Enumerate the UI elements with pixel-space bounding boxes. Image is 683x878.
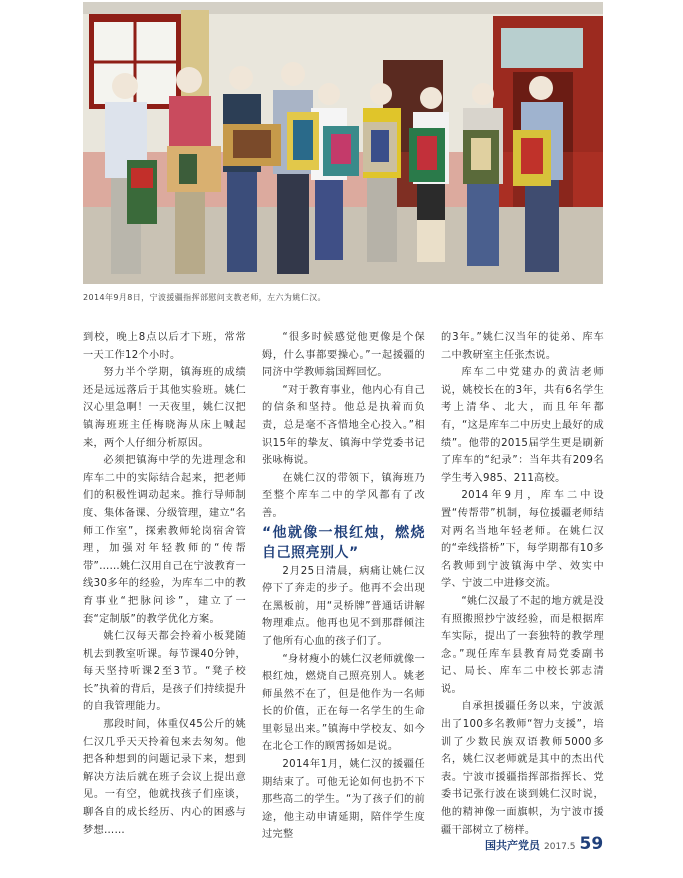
paragraph: 那段时间，体重仅45公斤的姚仁汉几乎天天拎着包来去匆匆。他把各种想到的问题记录下来，想到解决方法后就在班子会议上提出意见。一有空，他就找孩子们座谈，聊各自的成长经历、内心的困惑与梦想……	[83, 719, 246, 836]
paragraph: “身材瘦小的姚仁汉老师就像一根红烛，燃烧自己照亮别人。姚老师虽然不在了，但是他作为一名师长的价值，正在每一名学生的生命里彰显出来。”镇海中学校友、如今在北仑工作的顾霄扬如是说。	[262, 653, 425, 753]
magazine-logo: 国共产党员	[485, 839, 540, 852]
issue-number: 2017.5	[544, 842, 576, 852]
paragraph: 在姚仁汉的带领下，镇海班乃至整个库车二中的学风都有了改善。	[262, 472, 425, 519]
page-footer	[485, 834, 603, 854]
paragraph: “很多时候感觉他更像是个保姆，什么事都要操心。”一起援疆的同济中学教师翁国辉回忆。	[262, 332, 425, 379]
paragraph: 必须把镇海中学的先进理念和库车二中的实际结合起来，把老师们的积极性调动起来。推行导师制度、集体备课、分级管理，建立“名师工作室”，探索教师轮岗宿舍管理，加强对年轻教师的“传帮带”……姚仁汉用自己在宁波教育一线30多年的经验，为库车二中的教育事业“把脉问诊”，建立了一套“定制版”的教学优化方案。	[83, 455, 246, 625]
paragraph: 姚仁汉每天都会拎着小板凳随机去到教室听课。每节课40分钟，每天坚持听课2至3节。“凳子校长”执着的背后，是孩子们持续提升的自我管理能力。	[83, 631, 246, 713]
paragraph: “姚仁汉最了不起的地方就是没有照搬照抄宁波经验，而是根据库车实际，提出了一套独特的教学理念。”现任库车县教育局党委副书记、局长、库车二中校长郭志清说。	[441, 595, 604, 695]
photo-illustration	[83, 2, 603, 284]
paragraph: “对于教育事业，他内心有自己的信条和坚持。他总是执着而负责，总是毫不吝惜地全心投入。”相识15年的挚友、镇海中学党委书记张咏梅说。	[262, 384, 425, 467]
news-photo	[83, 2, 603, 284]
paragraph: 库车二中党建办的黄洁老师说，姚校长在的3年，共有6名学生考上清华、北大，而且年年都有，“这是库车二中历史上最好的成绩”。他带的2015届学生更是刷新了库车的“纪录”：当年共有209名学生考入985、211高校。	[441, 367, 604, 484]
paragraph: 2014年9月，库车二中设置“传帮带”机制，每位援疆老师结对两名当地年轻老师。在姚仁汉的“牵线搭桥”下，每学期都有10多名教师到宁波镇海中学、效实中学、宁波二中进修交流。	[441, 490, 604, 590]
paragraph: 到校，晚上8点以后才下班，常常一天工作12个小时。	[83, 332, 246, 361]
paragraph: 2014年1月，姚仁汉的援疆任期结束了。可他无论如何也扔不下那些高二的学生。“为了孩子们的前途，他主动申请延期，陪伴学生度过完整	[262, 759, 425, 841]
page-number: 59	[579, 834, 604, 854]
paragraph: 自承担援疆任务以来，宁波派出了100多名教师“智力支援”，培训了少数民族双语教师5000多名，姚仁汉老师就是其中的杰出代表。宁波市援疆指挥部指挥长、党委书记张行波在谈到姚仁汉时说，他的精神像一面旗帜，为宁波市援疆干部树立了榜样。	[441, 701, 604, 836]
photo-caption: 2014年9月8日，宁波援疆指挥部慰问支教老师，左六为姚仁汉。	[83, 293, 326, 302]
text-column-1	[83, 329, 246, 839]
paragraph: 2月25日清晨，病痛让姚仁汉停下了奔走的步子。他再不会出现在黑板前，用“灵桥牌”普通话讲解物理难点。他再也见不到那群倾注了他所有心血的孩子们了。	[262, 565, 425, 647]
paragraph: 努力半个学期，镇海班的成绩还是远远落后于其他实验班。姚仁汉心里急啊！一天夜里，姚仁汉把镇海班班主任梅晓海从床上喊起来，两个人仔细分析原因。	[83, 367, 246, 449]
section-heading: “他就像一根红烛，燃烧自己照亮别人”	[262, 524, 425, 561]
text-column-3	[441, 329, 604, 839]
text-column-2	[262, 329, 425, 844]
paragraph: 的3年。”姚仁汉当年的徒弟、库车二中教研室主任张杰说。	[441, 332, 604, 361]
